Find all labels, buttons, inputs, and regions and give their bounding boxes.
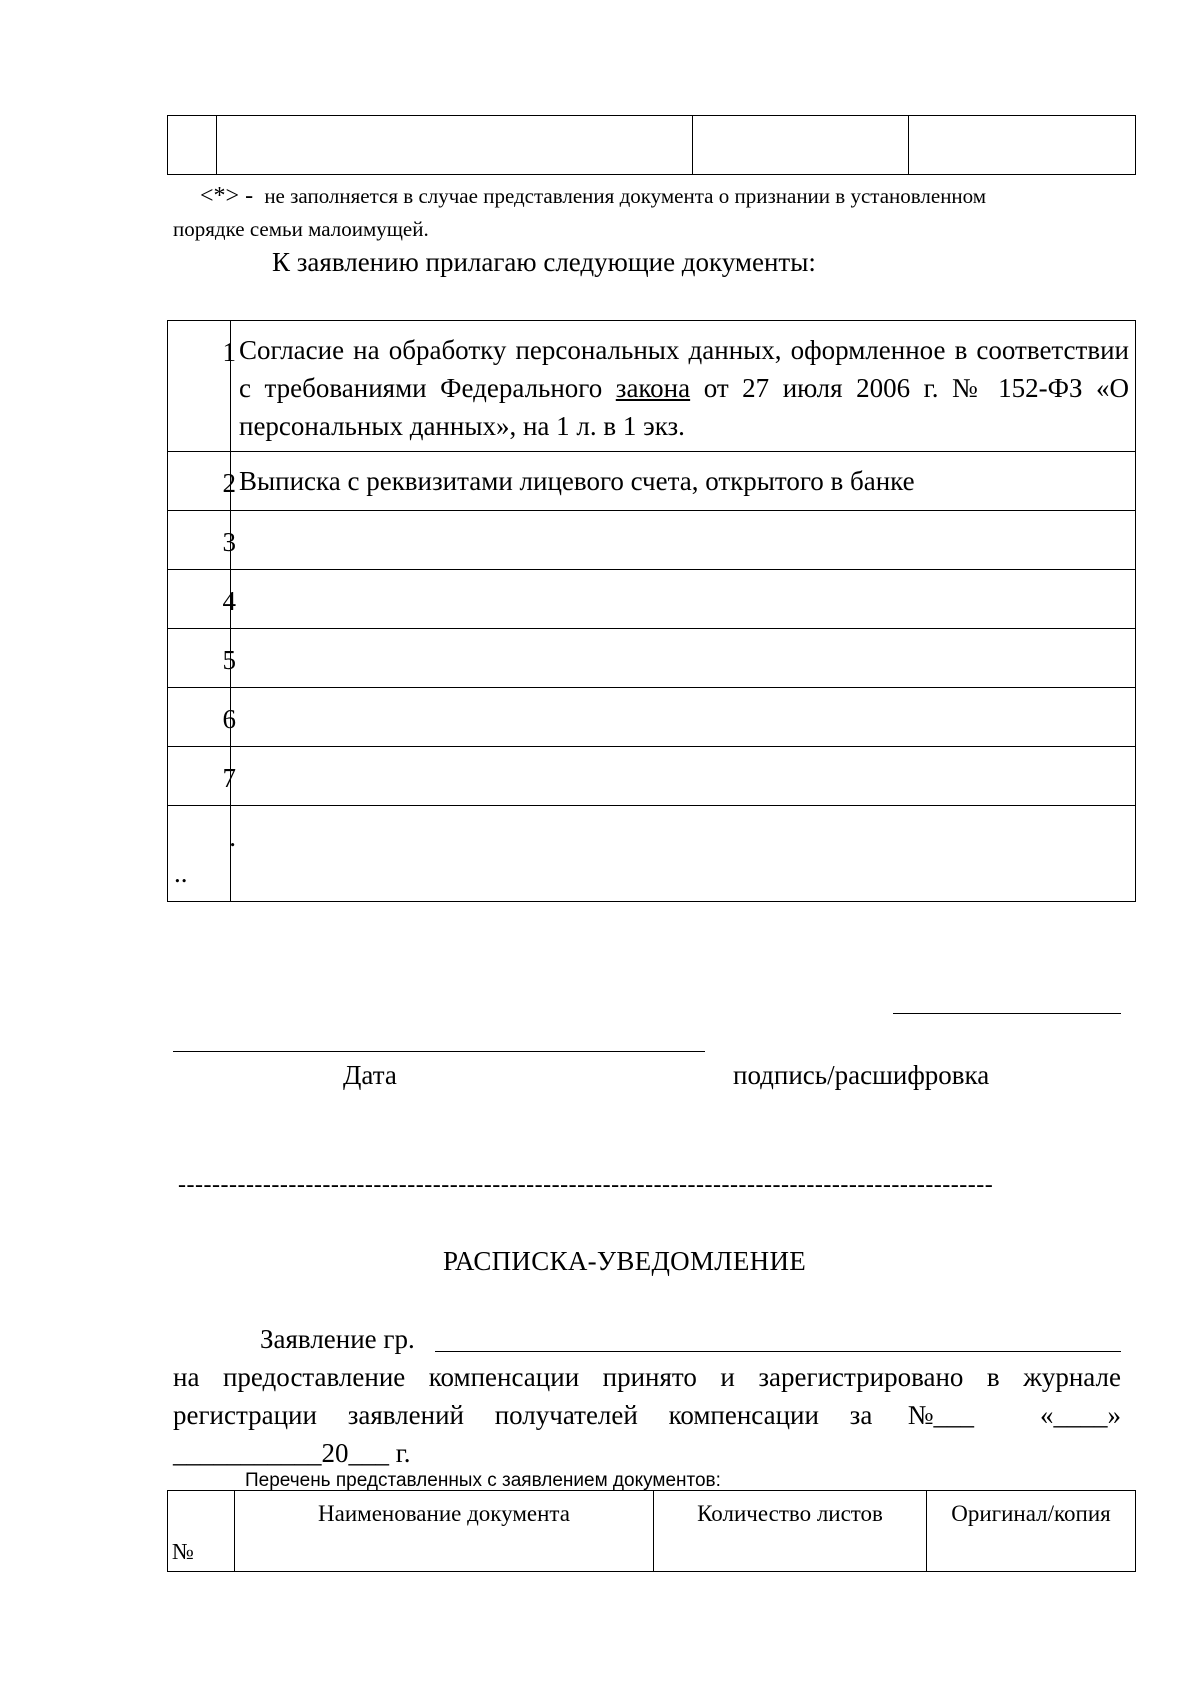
footnote-line1: [200, 180, 986, 212]
top-table-cell: [217, 116, 693, 175]
table-row: [168, 511, 1136, 570]
row-text-cell: [231, 806, 1136, 902]
top-table-cell: [909, 116, 1136, 175]
table-header-row: [168, 1491, 1136, 1572]
signature-line: [893, 1013, 1121, 1014]
receipt-line3-text: регистрации заявлений получателей компенсации за: [173, 1400, 873, 1430]
registration-number: №___: [907, 1400, 974, 1430]
receipt-line1-label: Заявление гр.: [260, 1324, 415, 1354]
row-number: 7: [222, 763, 236, 793]
date-label: Дата: [343, 1060, 397, 1090]
signature-label: подпись/расшифровка: [733, 1060, 990, 1090]
row-number-cell: [168, 806, 236, 902]
row-number: 5: [222, 645, 236, 675]
receipt-line2: на предоставление компенсации принято и зарегистрировано в журнале: [173, 1362, 1121, 1392]
table-row: [168, 806, 1136, 902]
header-sheet-count: Количество листов: [654, 1491, 927, 1572]
table-row: [168, 629, 1136, 688]
header-number: №: [168, 1491, 235, 1572]
top-table-row: [167, 115, 1136, 175]
table-row: [168, 321, 1136, 452]
footnote-text: не заполняется в случае представления документа о признании в установленном: [264, 184, 987, 208]
receipt-line4: ___________20___ г.: [173, 1438, 411, 1468]
receipt-title: РАСПИСКА-УВЕДОМЛЕНИЕ: [443, 1246, 807, 1276]
header-original-copy: Оригинал/копия: [927, 1491, 1136, 1572]
attachments-heading: К заявлению прилагаю следующие документы:: [272, 247, 816, 277]
top-table-cell: [168, 116, 217, 175]
attachment-text-after: от 27 июля 2006 г. № 152-ФЗ «О персональных данных», на 1 л. в 1 экз.: [239, 373, 1130, 441]
law-link[interactable]: закона: [615, 373, 691, 403]
attachments-table: [167, 320, 1136, 902]
row-number-cell: [168, 629, 236, 688]
documents-list-label: Перечень представленных с заявлением документов:: [245, 1470, 721, 1491]
row-number-cell: [168, 747, 236, 806]
row-number-cell: [168, 452, 236, 511]
row-text-cell: [231, 321, 1136, 452]
attachment-text: Согласие на обработку персональных данных, оформленное в соответствии с требованиями Федерального: [239, 335, 1129, 403]
row-text-cell: [231, 570, 1136, 629]
attachment-text: Выписка с реквизитами лицевого счета, открытого в банке: [239, 466, 915, 496]
row-text-cell: [231, 452, 1136, 511]
row-text-cell: [231, 688, 1136, 747]
table-row: [168, 747, 1136, 806]
row-text-cell: [231, 747, 1136, 806]
row-number: 6: [222, 704, 236, 734]
row-number: 2: [222, 468, 236, 498]
date-line: [173, 1051, 705, 1052]
row-number-cell: [168, 570, 236, 629]
table-row: [168, 688, 1136, 747]
registration-day: «____»: [1040, 1400, 1121, 1430]
footnote-marker: <*> -: [200, 183, 254, 209]
applicant-name-line: [435, 1351, 1121, 1352]
row-text-cell: [231, 511, 1136, 570]
row-number: 1: [222, 337, 236, 367]
row-number-cell: [168, 688, 236, 747]
row-number-cell: [168, 511, 236, 570]
header-document-name: Наименование документа: [235, 1491, 654, 1572]
row-number-extra: ..: [174, 858, 188, 888]
cut-separator: ------------------------------------------------------------------------------------------------: [178, 1172, 994, 1198]
row-number: .: [229, 822, 236, 852]
receipt-line3: [173, 1396, 1121, 1434]
row-text-cell: [231, 629, 1136, 688]
table-row: [168, 452, 1136, 511]
row-number: 4: [222, 586, 236, 616]
row-number-cell: [168, 321, 236, 452]
table-row: [168, 570, 1136, 629]
footnote-line2: порядке семьи малоимущей.: [173, 217, 429, 241]
top-table-cell: [693, 116, 909, 175]
documents-list-table: [167, 1490, 1136, 1572]
row-number: 3: [222, 527, 236, 557]
